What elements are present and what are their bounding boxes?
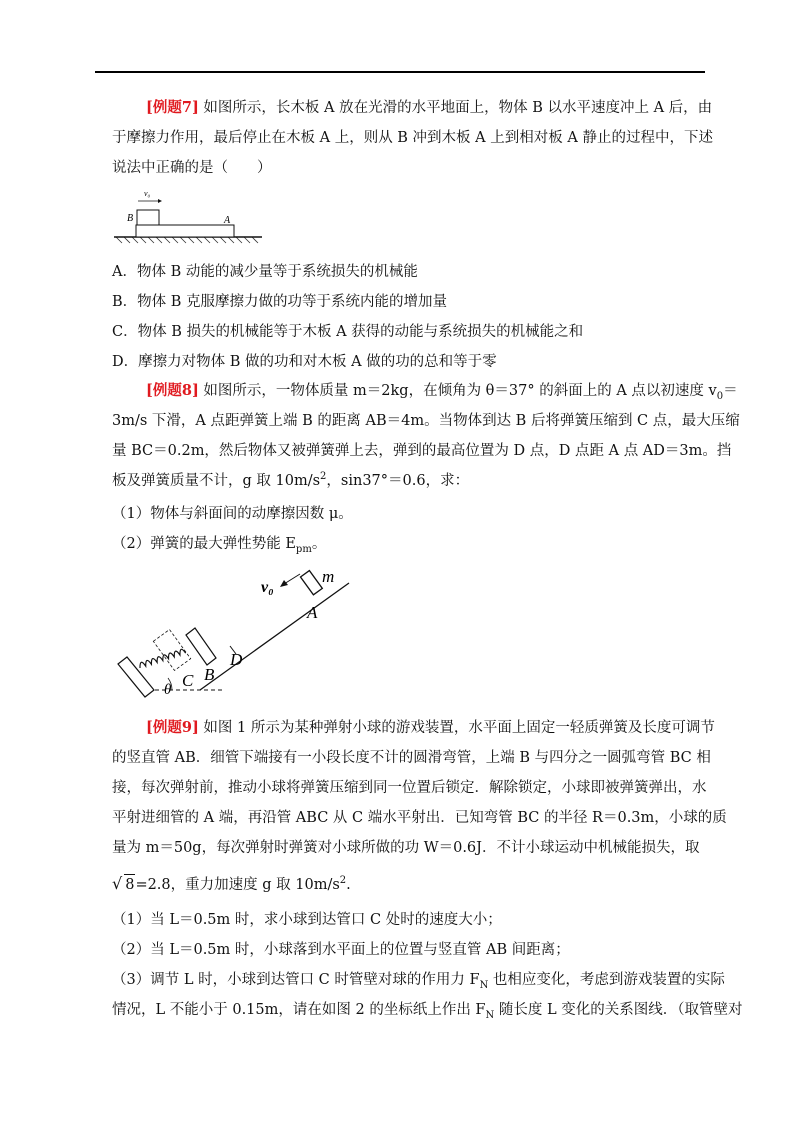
ex9-question-2: （2）当 L＝0.5m 时，小球落到水平面上的位置与竖直管 AB 间距离； — [112, 942, 570, 958]
sqrt-icon: √ — [112, 874, 123, 893]
ex8-line-1 — [146, 381, 738, 401]
ex8-q2-end: 。 — [311, 536, 327, 552]
ex7-label-b: B — [127, 213, 134, 224]
ex8-question-1: （1）物体与斜面间的动摩擦因数 μ。 — [112, 506, 353, 522]
ex8-sub-0: 0 — [716, 390, 724, 402]
ex9-line-1 — [146, 718, 715, 738]
ex9-sqrt-radicand: 8 — [124, 874, 135, 895]
ex8-baffle-right — [186, 628, 216, 665]
ex8-label-b: B — [204, 665, 215, 684]
ex7-option-a: A．物体 B 动能的减少量等于系统损失的机械能 — [112, 264, 418, 280]
ex7-option-b: B．物体 B 克服摩擦力做的功等于系统内能的增加量 — [112, 294, 448, 310]
ex9-line-3: 接，每次弹射前，推动小球将弹簧压缩到同一位置后锁定．解除锁定，小球即被弹簧弹出，水 — [112, 780, 707, 796]
ex8-line-2: 3m/s 下滑，A 点距弹簧上端 B 的距离 AB＝4m。当物体到达 B 后将弹簧压缩到 C 点，最大压缩 — [112, 413, 740, 429]
ex8-label-a: A — [307, 603, 318, 622]
ex8-v0-arrow-head — [280, 580, 288, 587]
header-rule — [95, 71, 705, 73]
ex7-ground-hatch — [116, 237, 258, 243]
ex8-label-c: C — [182, 671, 194, 690]
ex8-q2-text: （2）弹簧的最大弹性势能 E — [112, 536, 296, 552]
ex7-label-a: A — [224, 215, 231, 226]
ex8-label-v0: v₀ — [261, 579, 274, 596]
ex8-line-4 — [112, 471, 469, 491]
ex9-line-2: 的竖直管 AB．细管下端接有一小段长度不计的圆滑弯管，上端 B 与四分之一圆弧弯管 BC 相 — [112, 750, 711, 766]
ex9-question-3 — [112, 970, 725, 990]
ex7-line-2: 于摩擦力作用，最后停止在木板 A 上，则从 B 冲到木板 A 上到相对板 A 静止的过程中，下述 — [112, 130, 713, 146]
ex9-question-3-cont — [112, 1000, 742, 1020]
ex8-spring — [138, 648, 185, 668]
ex9-line-6 — [112, 874, 351, 895]
ex9-q4-text-b: 随长度 L 变化的关系图线．（取管壁对 — [494, 1002, 743, 1018]
ex7-option-c: C．物体 B 损失的机械能等于木板 A 获得的动能与系统损失的机械能之和 — [112, 324, 584, 340]
ex8-incline — [200, 583, 349, 690]
ex9-q3-text-a: （3）调节 L 时，小球到达管口 C 时管壁对球的作用力 F — [112, 972, 480, 988]
ex8-label-m: m — [322, 567, 335, 586]
ex8-v0-arrow — [284, 574, 300, 584]
ex8-question-2 — [112, 534, 326, 554]
ex9-text-6a: =2.8，重力加速度 g 取 10m/s — [135, 877, 340, 893]
ex9-tag: [例题9] — [146, 719, 199, 736]
ex9-text-1: 如图 1 所示为某种弹射小球的游戏装置，水平面上固定一轻质弹簧及长度可调节 — [198, 720, 715, 736]
ex9-q4-sub: N — [485, 1009, 495, 1021]
ex7-text-1: 如图所示，长木板 A 放在光滑的水平地面上，物体 B 以水平速度冲上 A 后，由 — [198, 100, 713, 116]
ex8-text-4b: ，sin37°＝0.6，求： — [326, 473, 470, 489]
ex9-q4-text-a: 情况，L 不能小于 0.15m，请在如图 2 的坐标纸上作出 F — [112, 1002, 486, 1018]
ex8-q2-sub: pm — [295, 543, 312, 555]
ex9-question-1: （1）当 L＝0.5m 时，求小球到达管口 C 处时的速度大小； — [112, 912, 502, 928]
ex9-line-5: 量为 m＝50g，每次弹射时弹簧对小球所做的功 W＝0.6J．不计小球运动中机械能损失，取 — [112, 840, 700, 856]
ex7-line-3: 说法中正确的是（ ） — [112, 160, 272, 176]
ex8-label-theta: θ — [164, 682, 172, 698]
ex8-line-3: 量 BC＝0.2m，然后物体又被弹簧弹上去，弹到的最高位置为 D 点，D 点距 A 点 AD＝3m。挡 — [112, 443, 732, 459]
ex7-board-a — [136, 225, 234, 237]
ex8-figure — [112, 560, 362, 700]
ex7-block-b — [137, 210, 159, 225]
ex8-sup: 2 — [320, 471, 327, 483]
ex8-block-m — [300, 571, 322, 595]
ex8-baffle-left — [118, 657, 154, 697]
ex9-sup: 2 — [339, 875, 347, 887]
ex8-text-1a: 如图所示，一物体质量 m＝2kg，在倾角为 θ＝37° 的斜面上的 A 点以初速度 v — [198, 383, 717, 399]
ex9-text-6b: . — [346, 877, 351, 893]
ex7-option-d: D．摩擦力对物体 B 做的功和对木板 A 做的功的总和等于零 — [112, 354, 497, 370]
ex7-tag: [例题7] — [146, 99, 199, 116]
ex8-tag: [例题8] — [146, 382, 199, 399]
ex9-q3-text-b: 也相应变化，考虑到游戏装置的实际 — [488, 972, 725, 988]
ex7-line-1 — [146, 98, 712, 118]
ex9-q3-sub: N — [479, 979, 489, 991]
ex9-line-4: 平射进细管的 A 端，再沿管 ABC 从 C 端水平射出．已知弯管 BC 的半径 R＝0.3m，小球的质 — [112, 810, 727, 826]
ex8-text-4a: 板及弹簧质量不计，g 取 10m/s — [112, 473, 321, 489]
ex8-label-d: D — [230, 650, 243, 669]
ex7-label-v0: v₀ — [144, 189, 151, 198]
ex7-figure — [114, 186, 264, 244]
ex7-arrow-head — [158, 199, 162, 203]
ex8-text-1b: ＝ — [723, 383, 738, 399]
ex8-compressed-position — [153, 630, 190, 671]
